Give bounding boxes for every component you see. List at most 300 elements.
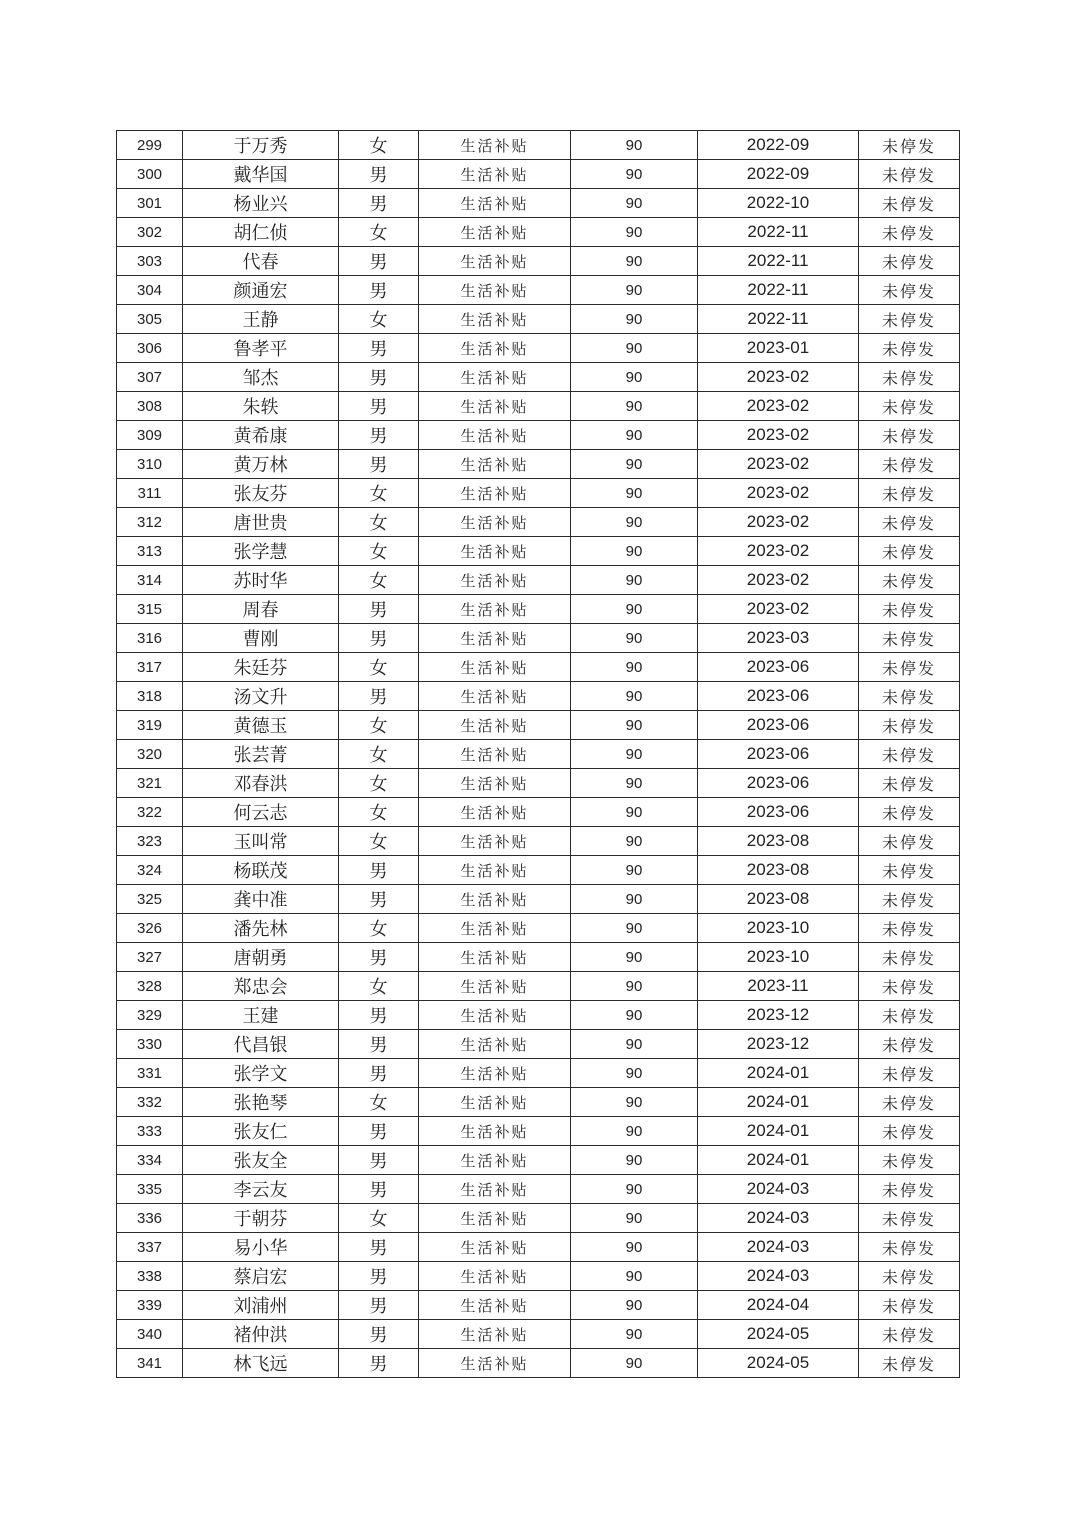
payment-status-cell: 未停发 [859, 160, 960, 189]
table-row [117, 247, 960, 276]
row-number-cell: 337 [117, 1233, 183, 1262]
row-number-cell: 316 [117, 624, 183, 653]
subsidy-type-cell: 生活补贴 [419, 537, 571, 566]
start-date-cell: 2024-05 [698, 1320, 859, 1349]
table-row [117, 508, 960, 537]
gender-cell: 男 [339, 363, 419, 392]
gender-cell: 男 [339, 1001, 419, 1030]
gender-cell: 男 [339, 276, 419, 305]
row-number-cell: 312 [117, 508, 183, 537]
subsidy-type-cell: 生活补贴 [419, 508, 571, 537]
subsidy-amount-cell: 90 [571, 885, 698, 914]
payment-status-cell: 未停发 [859, 537, 960, 566]
table-row [117, 334, 960, 363]
start-date-cell: 2024-03 [698, 1175, 859, 1204]
subsidy-amount-cell: 90 [571, 305, 698, 334]
person-name-cell: 朱廷芬 [183, 653, 339, 682]
start-date-cell: 2023-02 [698, 479, 859, 508]
subsidy-type-cell: 生活补贴 [419, 189, 571, 218]
person-name-cell: 张学文 [183, 1059, 339, 1088]
person-name-cell: 张艳琴 [183, 1088, 339, 1117]
subsidy-type-cell: 生活补贴 [419, 1030, 571, 1059]
subsidy-amount-cell: 90 [571, 740, 698, 769]
payment-status-cell: 未停发 [859, 189, 960, 218]
row-number-cell: 318 [117, 682, 183, 711]
gender-cell: 女 [339, 827, 419, 856]
table-row [117, 885, 960, 914]
table-row [117, 1349, 960, 1378]
subsidy-type-cell: 生活补贴 [419, 392, 571, 421]
payment-status-cell: 未停发 [859, 711, 960, 740]
row-number-cell: 307 [117, 363, 183, 392]
payment-status-cell: 未停发 [859, 1059, 960, 1088]
person-name-cell: 褚仲洪 [183, 1320, 339, 1349]
gender-cell: 男 [339, 1320, 419, 1349]
payment-status-cell: 未停发 [859, 624, 960, 653]
start-date-cell: 2023-10 [698, 914, 859, 943]
row-number-cell: 339 [117, 1291, 183, 1320]
person-name-cell: 戴华国 [183, 160, 339, 189]
person-name-cell: 李云友 [183, 1175, 339, 1204]
gender-cell: 女 [339, 218, 419, 247]
row-number-cell: 327 [117, 943, 183, 972]
subsidy-amount-cell: 90 [571, 363, 698, 392]
row-number-cell: 334 [117, 1146, 183, 1175]
table-row [117, 189, 960, 218]
person-name-cell: 王静 [183, 305, 339, 334]
row-number-cell: 308 [117, 392, 183, 421]
row-number-cell: 304 [117, 276, 183, 305]
start-date-cell: 2024-01 [698, 1088, 859, 1117]
start-date-cell: 2024-01 [698, 1146, 859, 1175]
table-row [117, 1088, 960, 1117]
subsidy-type-cell: 生活补贴 [419, 595, 571, 624]
table-row [117, 624, 960, 653]
subsidy-amount-cell: 90 [571, 624, 698, 653]
gender-cell: 男 [339, 1175, 419, 1204]
row-number-cell: 313 [117, 537, 183, 566]
row-number-cell: 317 [117, 653, 183, 682]
person-name-cell: 潘先林 [183, 914, 339, 943]
table-row [117, 1059, 960, 1088]
subsidy-amount-cell: 90 [571, 566, 698, 595]
table-row [117, 392, 960, 421]
row-number-cell: 333 [117, 1117, 183, 1146]
payment-status-cell: 未停发 [859, 305, 960, 334]
start-date-cell: 2023-10 [698, 943, 859, 972]
table-row [117, 769, 960, 798]
gender-cell: 男 [339, 450, 419, 479]
subsidy-amount-cell: 90 [571, 1262, 698, 1291]
table-row [117, 856, 960, 885]
row-number-cell: 324 [117, 856, 183, 885]
table-row [117, 914, 960, 943]
subsidy-type-cell: 生活补贴 [419, 827, 571, 856]
start-date-cell: 2022-09 [698, 160, 859, 189]
row-number-cell: 300 [117, 160, 183, 189]
table-row [117, 1146, 960, 1175]
subsidy-amount-cell: 90 [571, 682, 698, 711]
subsidy-amount-cell: 90 [571, 1117, 698, 1146]
person-name-cell: 苏时华 [183, 566, 339, 595]
gender-cell: 女 [339, 798, 419, 827]
subsidy-type-cell: 生活补贴 [419, 218, 571, 247]
person-name-cell: 唐朝勇 [183, 943, 339, 972]
payment-status-cell: 未停发 [859, 595, 960, 624]
start-date-cell: 2023-02 [698, 566, 859, 595]
table-row [117, 160, 960, 189]
subsidy-type-cell: 生活补贴 [419, 624, 571, 653]
subsidy-type-cell: 生活补贴 [419, 305, 571, 334]
person-name-cell: 张学慧 [183, 537, 339, 566]
table-row [117, 711, 960, 740]
start-date-cell: 2023-03 [698, 624, 859, 653]
start-date-cell: 2022-09 [698, 131, 859, 160]
start-date-cell: 2024-03 [698, 1262, 859, 1291]
subsidy-amount-cell: 90 [571, 247, 698, 276]
subsidy-type-cell: 生活补贴 [419, 653, 571, 682]
start-date-cell: 2022-10 [698, 189, 859, 218]
subsidy-type-cell: 生活补贴 [419, 885, 571, 914]
payment-status-cell: 未停发 [859, 363, 960, 392]
start-date-cell: 2023-02 [698, 421, 859, 450]
gender-cell: 男 [339, 1059, 419, 1088]
row-number-cell: 321 [117, 769, 183, 798]
gender-cell: 男 [339, 392, 419, 421]
payment-status-cell: 未停发 [859, 508, 960, 537]
subsidy-type-cell: 生活补贴 [419, 276, 571, 305]
subsidy-amount-cell: 90 [571, 711, 698, 740]
subsidy-amount-cell: 90 [571, 972, 698, 1001]
gender-cell: 男 [339, 1291, 419, 1320]
row-number-cell: 329 [117, 1001, 183, 1030]
gender-cell: 男 [339, 1117, 419, 1146]
subsidy-amount-cell: 90 [571, 827, 698, 856]
row-number-cell: 310 [117, 450, 183, 479]
person-name-cell: 代春 [183, 247, 339, 276]
payment-status-cell: 未停发 [859, 566, 960, 595]
row-number-cell: 332 [117, 1088, 183, 1117]
payment-status-cell: 未停发 [859, 1030, 960, 1059]
payment-status-cell: 未停发 [859, 769, 960, 798]
payment-status-cell: 未停发 [859, 1204, 960, 1233]
start-date-cell: 2023-02 [698, 508, 859, 537]
person-name-cell: 张友芬 [183, 479, 339, 508]
person-name-cell: 林飞远 [183, 1349, 339, 1378]
subsidy-type-cell: 生活补贴 [419, 1175, 571, 1204]
gender-cell: 男 [339, 334, 419, 363]
start-date-cell: 2022-11 [698, 218, 859, 247]
table-row [117, 1291, 960, 1320]
subsidy-amount-cell: 90 [571, 856, 698, 885]
subsidy-amount-cell: 90 [571, 1204, 698, 1233]
row-number-cell: 330 [117, 1030, 183, 1059]
start-date-cell: 2023-08 [698, 827, 859, 856]
table-row [117, 972, 960, 1001]
gender-cell: 男 [339, 189, 419, 218]
row-number-cell: 326 [117, 914, 183, 943]
person-name-cell: 代昌银 [183, 1030, 339, 1059]
row-number-cell: 315 [117, 595, 183, 624]
subsidy-amount-cell: 90 [571, 1030, 698, 1059]
gender-cell: 女 [339, 769, 419, 798]
table-row [117, 1117, 960, 1146]
payment-status-cell: 未停发 [859, 1001, 960, 1030]
subsidy-amount-cell: 90 [571, 1349, 698, 1378]
table-row [117, 218, 960, 247]
subsidy-type-cell: 生活补贴 [419, 1262, 571, 1291]
table-row [117, 1233, 960, 1262]
payment-status-cell: 未停发 [859, 392, 960, 421]
person-name-cell: 曹刚 [183, 624, 339, 653]
person-name-cell: 周春 [183, 595, 339, 624]
subsidy-type-cell: 生活补贴 [419, 421, 571, 450]
subsidy-amount-cell: 90 [571, 537, 698, 566]
gender-cell: 男 [339, 1146, 419, 1175]
table-row [117, 595, 960, 624]
person-name-cell: 鲁孝平 [183, 334, 339, 363]
table-row [117, 653, 960, 682]
table-row [117, 798, 960, 827]
person-name-cell: 黄希康 [183, 421, 339, 450]
subsidy-amount-cell: 90 [571, 1320, 698, 1349]
subsidy-type-cell: 生活补贴 [419, 856, 571, 885]
row-number-cell: 338 [117, 1262, 183, 1291]
subsidy-amount-cell: 90 [571, 334, 698, 363]
person-name-cell: 张友仁 [183, 1117, 339, 1146]
row-number-cell: 328 [117, 972, 183, 1001]
subsidy-amount-cell: 90 [571, 798, 698, 827]
start-date-cell: 2024-05 [698, 1349, 859, 1378]
person-name-cell: 易小华 [183, 1233, 339, 1262]
person-name-cell: 黄万林 [183, 450, 339, 479]
gender-cell: 女 [339, 537, 419, 566]
person-name-cell: 黄德玉 [183, 711, 339, 740]
person-name-cell: 胡仁侦 [183, 218, 339, 247]
subsidy-type-cell: 生活补贴 [419, 1204, 571, 1233]
payment-status-cell: 未停发 [859, 943, 960, 972]
subsidy-amount-cell: 90 [571, 189, 698, 218]
payment-status-cell: 未停发 [859, 479, 960, 508]
payment-status-cell: 未停发 [859, 740, 960, 769]
row-number-cell: 341 [117, 1349, 183, 1378]
row-number-cell: 306 [117, 334, 183, 363]
person-name-cell: 颜通宏 [183, 276, 339, 305]
gender-cell: 男 [339, 595, 419, 624]
subsidy-type-cell: 生活补贴 [419, 1001, 571, 1030]
subsidy-type-cell: 生活补贴 [419, 972, 571, 1001]
subsidy-amount-cell: 90 [571, 1146, 698, 1175]
table-body [117, 131, 960, 1378]
row-number-cell: 323 [117, 827, 183, 856]
subsidy-type-cell: 生活补贴 [419, 1117, 571, 1146]
subsidy-amount-cell: 90 [571, 160, 698, 189]
person-name-cell: 唐世贵 [183, 508, 339, 537]
gender-cell: 男 [339, 1349, 419, 1378]
subsidy-amount-cell: 90 [571, 218, 698, 247]
subsidy-type-cell: 生活补贴 [419, 1059, 571, 1088]
subsidy-type-cell: 生活补贴 [419, 334, 571, 363]
gender-cell: 男 [339, 1030, 419, 1059]
payment-status-cell: 未停发 [859, 798, 960, 827]
gender-cell: 女 [339, 972, 419, 1001]
payment-status-cell: 未停发 [859, 1146, 960, 1175]
row-number-cell: 299 [117, 131, 183, 160]
gender-cell: 男 [339, 160, 419, 189]
subsidy-amount-cell: 90 [571, 1291, 698, 1320]
gender-cell: 女 [339, 711, 419, 740]
payment-status-cell: 未停发 [859, 450, 960, 479]
table-row [117, 566, 960, 595]
start-date-cell: 2023-02 [698, 363, 859, 392]
subsidy-amount-cell: 90 [571, 276, 698, 305]
payment-status-cell: 未停发 [859, 247, 960, 276]
payment-status-cell: 未停发 [859, 276, 960, 305]
subsidy-amount-cell: 90 [571, 1001, 698, 1030]
start-date-cell: 2023-06 [698, 653, 859, 682]
subsidy-type-cell: 生活补贴 [419, 160, 571, 189]
person-name-cell: 于朝芬 [183, 1204, 339, 1233]
gender-cell: 男 [339, 856, 419, 885]
start-date-cell: 2023-06 [698, 740, 859, 769]
start-date-cell: 2024-01 [698, 1059, 859, 1088]
gender-cell: 女 [339, 508, 419, 537]
table-row [117, 421, 960, 450]
start-date-cell: 2023-06 [698, 711, 859, 740]
payment-status-cell: 未停发 [859, 972, 960, 1001]
person-name-cell: 王建 [183, 1001, 339, 1030]
payment-status-cell: 未停发 [859, 1349, 960, 1378]
subsidy-type-cell: 生活补贴 [419, 1291, 571, 1320]
subsidy-amount-cell: 90 [571, 943, 698, 972]
start-date-cell: 2023-11 [698, 972, 859, 1001]
gender-cell: 男 [339, 1233, 419, 1262]
table-row [117, 276, 960, 305]
subsidy-type-cell: 生活补贴 [419, 1146, 571, 1175]
subsidy-amount-cell: 90 [571, 595, 698, 624]
gender-cell: 男 [339, 943, 419, 972]
row-number-cell: 301 [117, 189, 183, 218]
payment-status-cell: 未停发 [859, 1175, 960, 1204]
row-number-cell: 331 [117, 1059, 183, 1088]
start-date-cell: 2024-03 [698, 1204, 859, 1233]
subsidy-amount-cell: 90 [571, 1088, 698, 1117]
start-date-cell: 2023-02 [698, 537, 859, 566]
table-row [117, 740, 960, 769]
subsidy-amount-cell: 90 [571, 508, 698, 537]
payment-status-cell: 未停发 [859, 1088, 960, 1117]
payment-status-cell: 未停发 [859, 914, 960, 943]
row-number-cell: 303 [117, 247, 183, 276]
gender-cell: 女 [339, 479, 419, 508]
subsidy-type-cell: 生活补贴 [419, 798, 571, 827]
start-date-cell: 2022-11 [698, 247, 859, 276]
payment-status-cell: 未停发 [859, 1117, 960, 1146]
table-row [117, 537, 960, 566]
subsidy-amount-cell: 90 [571, 1233, 698, 1262]
person-name-cell: 杨业兴 [183, 189, 339, 218]
table-row [117, 1001, 960, 1030]
payment-status-cell: 未停发 [859, 856, 960, 885]
payment-status-cell: 未停发 [859, 1320, 960, 1349]
person-name-cell: 朱轶 [183, 392, 339, 421]
subsidy-amount-cell: 90 [571, 1175, 698, 1204]
subsidy-type-cell: 生活补贴 [419, 740, 571, 769]
subsidy-type-cell: 生活补贴 [419, 682, 571, 711]
table-row [117, 1262, 960, 1291]
gender-cell: 女 [339, 305, 419, 334]
subsidy-type-cell: 生活补贴 [419, 1320, 571, 1349]
subsidy-amount-cell: 90 [571, 914, 698, 943]
row-number-cell: 336 [117, 1204, 183, 1233]
gender-cell: 女 [339, 740, 419, 769]
gender-cell: 男 [339, 1262, 419, 1291]
start-date-cell: 2023-02 [698, 595, 859, 624]
person-name-cell: 杨联茂 [183, 856, 339, 885]
gender-cell: 女 [339, 1088, 419, 1117]
payment-status-cell: 未停发 [859, 218, 960, 247]
gender-cell: 男 [339, 624, 419, 653]
person-name-cell: 邹杰 [183, 363, 339, 392]
subsidy-amount-cell: 90 [571, 769, 698, 798]
row-number-cell: 302 [117, 218, 183, 247]
gender-cell: 女 [339, 131, 419, 160]
payment-status-cell: 未停发 [859, 334, 960, 363]
row-number-cell: 325 [117, 885, 183, 914]
person-name-cell: 汤文升 [183, 682, 339, 711]
person-name-cell: 蔡启宏 [183, 1262, 339, 1291]
table-row [117, 682, 960, 711]
start-date-cell: 2023-12 [698, 1001, 859, 1030]
subsidy-amount-cell: 90 [571, 131, 698, 160]
payment-status-cell: 未停发 [859, 1262, 960, 1291]
table-row [117, 1175, 960, 1204]
start-date-cell: 2023-01 [698, 334, 859, 363]
subsidy-amount-cell: 90 [571, 653, 698, 682]
subsidy-type-cell: 生活补贴 [419, 479, 571, 508]
gender-cell: 女 [339, 653, 419, 682]
gender-cell: 男 [339, 682, 419, 711]
subsidy-table [116, 130, 960, 1378]
person-name-cell: 邓春洪 [183, 769, 339, 798]
person-name-cell: 龚中准 [183, 885, 339, 914]
subsidy-type-cell: 生活补贴 [419, 1233, 571, 1262]
subsidy-type-cell: 生活补贴 [419, 566, 571, 595]
table-row [117, 131, 960, 160]
subsidy-type-cell: 生活补贴 [419, 1088, 571, 1117]
person-name-cell: 何云志 [183, 798, 339, 827]
gender-cell: 男 [339, 421, 419, 450]
payment-status-cell: 未停发 [859, 885, 960, 914]
payment-status-cell: 未停发 [859, 421, 960, 450]
gender-cell: 男 [339, 247, 419, 276]
start-date-cell: 2023-02 [698, 450, 859, 479]
start-date-cell: 2023-02 [698, 392, 859, 421]
table-row [117, 1204, 960, 1233]
start-date-cell: 2023-06 [698, 682, 859, 711]
person-name-cell: 张友全 [183, 1146, 339, 1175]
start-date-cell: 2024-04 [698, 1291, 859, 1320]
subsidy-type-cell: 生活补贴 [419, 1349, 571, 1378]
start-date-cell: 2023-06 [698, 798, 859, 827]
payment-status-cell: 未停发 [859, 682, 960, 711]
row-number-cell: 309 [117, 421, 183, 450]
start-date-cell: 2023-06 [698, 769, 859, 798]
start-date-cell: 2022-11 [698, 305, 859, 334]
start-date-cell: 2024-03 [698, 1233, 859, 1262]
subsidy-type-cell: 生活补贴 [419, 450, 571, 479]
payment-status-cell: 未停发 [859, 1291, 960, 1320]
